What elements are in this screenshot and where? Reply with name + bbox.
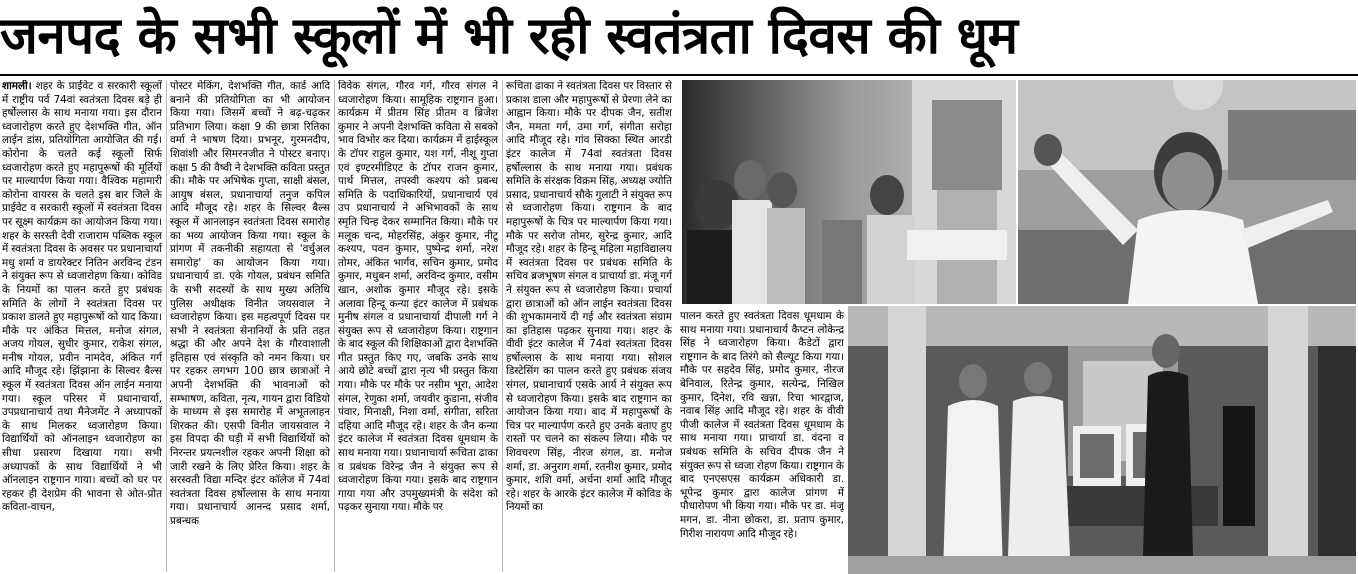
article-column-1	[2, 80, 162, 574]
article-column-4	[506, 80, 672, 574]
column-text: विवेक संगल, गौरव गर्ग, गौरव संगल ने ध्वजारोहण किया। सामूहिक राष्ट्रगान हुआ। कार्यक्रम में प्रीतम सिंह प्रीतम व ब्रिजेश कुमार ने अपनी देशभक्ति कविता से सबको भाव विभोर कर दिया। कार्यक्रम में हाईस्कूल के टॉपर राहुल कुमार, यश गर्ग, नीशू गुप्ता एवं इण्टरमीडिएट के टॉपर राजन कुमार, पार्थ मित्तल, तपस्वी कश्यप को प्रबन्ध समिति के पदाधिकारियों, प्रधानाचार्य एवं उप प्रधानाचार्य ने अभिभावकों के साथ स्मृति चिन्ह देकर सम्मानित किया। मौके पर मलूक चन्द, मोहरसिंह, अंकुर कुमार, नीटू कश्यप, पवन कुमार, पुष्पेन्द्र शर्मा, नरेश तोमर, अंकित भार्गव, सचिन कुमार, प्रमोद कुमार, मधुबन शर्मा, अरविन्द कुमार, वसीम खान, अशोक कुमार मौजूद रहे। इसके अलावा हिन्दू कन्या इंटर कालेज में प्रबंधक मुनीष संगल व प्रधानाचार्या दीपाली गर्ग ने संयुक्त रूप से ध्वजारोहण किया। राष्ट्रगान के बाद स्कूल की शिक्षिकाओं द्वारा देशभक्ति गीत प्रस्तुत किए गए, जबकि उनके साथ आये छोटे बच्चों द्वारा नृत्य भी प्रस्तुत किया गया। मौके पर मौके पर नसीम भूरा, आदेश संगल, रेणुका शर्मा, जयवीर कुडाना, संजीव पंवार, मिनाक्षी, निशा वर्मा, संगीता, सरिता दहिया आदि मौजूद रहे। शहर के जैन कन्या इंटर कालेज में स्वतंत्रता दिवस धूमधाम के साथ मनाया गया। प्रधानाचार्या रूचिता ढाका व प्रबंधक विरेन्द्र जैन ने संयुक्त रूप से ध्वजारोहण किया गया। इसके बाद राष्ट्रगान गाया गया और उपमुख्यमंत्री के संदेश को पढ़कर सुनाया गया। मौके पर	[338, 80, 498, 514]
headline-rule	[0, 74, 1358, 76]
photo-flag-ceremony-group	[682, 80, 1016, 304]
column-text: पोस्टर मेकिंग, देशभक्ति गीत, कार्ड आदि बनाने की प्रतियोगिता का भी आयोजन किया गया। जिसमें बच्चों ने बढ़-चढ़कर प्रतिभाग लिया। कक्षा 9 की छात्रा रितिका वर्मा ने भाषण दिया। प्रभनूर, गुरमनदीप, शिवांशी और सिमरनजीत ने पोस्टर बनाए। कक्षा 5 की वैष्वी ने देशभक्ति कविता प्रस्तुत की। मौके पर अभिषेक गुप्ता, साक्षी बंसल, आयुष बंसल, प्रधानाचार्या तनुज कपिल आदि मौजूद रहे। शहर के सिल्वर बैल्स स्कूल में आनलाइन स्वतंत्रता दिवस समारोह का भव्य आयोजन किया गया। स्कूल के प्रांगण में तकनीकी सहायता से 'वर्चुअल समारोह' का आयोजन किया गया। प्रधानाचार्य डा. एके गोयल, प्रबंधन समिति के सभी सदस्यों के साथ मुख्य अतिथि पुलिस अधीक्षक विनीत जयसवाल ने ध्वजारोहण किया। इस महत्वपूर्ण दिवस पर सभी ने स्वतंत्रता सेनानियों के प्रति तहत श्रद्धा की और अपने देश के गौरवाशाली इतिहास एवं संस्कृति को नमन किया। घर पर रहकर लगभग 100 छात्र छात्राओं ने अपनी देशभक्ति की भावनाओं को सम्भाषण, कविता, नृत्य, गायन द्वारा विडियो के माध्यम से इस समारोह में अभूतलाहन शिरकत की। एसपी विनीत जायसवाल ने इस विपदा की घड़ी में सभी विद्यार्थियों को निरन्तर प्रयत्नशील रहकर अपनी शिक्षा को जारी रखने के लिए प्रेरित किया। शहर के सरस्वती विद्या मन्दिर इंटर कॉलेज में 74वां स्वतंत्रता दिवस हर्षोल्लास के साथ मनाया गया। प्रधानाचार्य आनन्द प्रसाद शर्मा, प्रबन्धक	[170, 80, 330, 527]
column-divider	[502, 80, 503, 572]
article-column-3	[338, 80, 498, 574]
article-column-5	[680, 310, 844, 574]
column-text: रूचिता ढाका ने स्वतंत्रता दिवस पर विस्तार से प्रकाश डाला और महापुरूषों से प्रेरणा लेने का आह्वान किया। मौके पर दीपक जैन, सतीश जैन, ममता गर्ग, उमा गर्ग, संगीता सरोहा आदि मौजूद रहे। गांव सिक्का स्थित आरडी इंटर कालेज में 74वां स्वतंत्रता दिवस हर्षोल्लास के साथ मनाया गया। प्रबंधक समिति के संरक्षक विक्रम सिंह, अध्यक्ष ज्योति प्रसाद, प्रधानाचार्य सौके गुलाटी ने संयुक्त रूप से ध्वजारोहण किया। राष्ट्रगान के बाद महापुरूषों के चित्र पर माल्यार्पण किया गया। मौके पर सरोज तोमर, सुरेन्द्र कुमार, आदि मौजूद रहे। शहर के हिन्दू महिला महाविद्यालय में स्वतंत्रता दिवस पर प्रबंधक समिति के सचिव ब्रजभूषण संगल व प्राचार्या डा. मंजू गर्ग ने संयुक्त रूप से ध्वजारोहण किया। प्रचार्या द्वारा छात्राओं को ऑन लाईन स्वतंत्रता दिवस की शुभकामनायें दी गई और स्वतंत्रता संग्राम का इतिहास पढ़कर सुनाया गया। शहर के वीवी इंटर कालेज में 74वां स्वतंत्रता दिवस हर्षोल्लास के साथ मनाया गया। सोशल डिस्टेसिंग का पालन करते हुए प्रबंधक संजय संगल, प्रधानाचार्य एसके आर्य ने संयुक्त रूप से ध्वजारोहण किया। इसके बाद राष्ट्रगान का आयोजन किया गया। बाद में महापुरूषों के चित्र पर माल्यार्पण करते हुए उनके बताए हुए रास्तों पर चलने का संकल्प लिया। मौके पर शिवचरण सिंह, नीरज संगल, डा. मनोज शर्मा, डा. अनुराग शर्मा, रतनीश कुमार, प्रमोद कुमार, शशि वर्मा, अर्चना शर्मा आदि मौजूद रहे। शहर के आरके इंटर कालेज में कोविड के नियमों का	[506, 80, 672, 514]
article-column-2	[170, 80, 330, 574]
photo-child-speech	[1018, 80, 1356, 304]
column-text: पालन करते हुए स्वतंत्रता दिवस धूमधाम के साथ मनाया गया। प्रधानाचार्य कैप्टन लोकेन्द्र सिंह ने ध्वजारोहण किया। कैडेटों द्वारा राष्ट्रगान के बाद तिरंगे को सैल्यूट किया गया। मौके पर सहदेव सिंह, प्रमोद कुमार, नीरज बेनिवाल, रितेन्द्र कुमार, सत्येन्द्र, निखिल कुमार, दिनेश, रवि खन्ना, रिचा भारद्वाज, नवाब सिंह आदि मौजूद रहे। शहर के वीवी पीजी कालेज में स्वतंत्रता दिवस धूमधाम के साथ मनाया गया। प्राचार्या डा. वंदना व प्रबंधक समिति के सचिव दीपक जैन ने संयुक्त रूप से ध्वजा रोहण किया। राष्ट्रगान के बाद एनएसएस कार्यक्रम अधिकारी डा. भूपेन्द्र कुमार द्वारा कालेज प्रांगण में पौधारोपण भी किया गया। मौके पर डा. मंजू मगन, डा. नीना छोकरा, डा. प्रताप कुमार, गिरीश नारायण आदि मौजूद रहे।	[680, 310, 844, 540]
dateline: शामली।	[2, 80, 32, 92]
column-text: शहर के प्राईवेट व सरकारी स्कूलों में राष्ट्रीय पर्व 74वां स्वतंत्रता दिवस बड़े ही हर्षोल्लास के साथ मनाया गया। इस दौरान ध्वजारोहण करते हुए देशभक्ति गीत, ऑन लाईन डांस, प्रतियोगिता आयोजित की गई। कोरोना के चलते कई स्कूलों सिर्फ ध्वजारोहण करते हुए महापुरूषों की मूर्तियों पर माल्यार्पण किया गया। वैश्विक महामारी कोरोना वायरस के चलते इस बार जिले के प्राईवेट व सरकारी स्कूलों में स्वतंत्रता दिवस पर सूक्ष्म कार्यक्रम का आयोजन किया गया। शहर के सरस्ती देवी राजाराम पब्लिक स्कूल में स्वतंत्रता दिवस के अवसर पर प्रधानाचार्या मधु शर्मा व डायरेक्टर नितिन अरविन्द टंडन ने संयुक्त रूप से ध्वजारोहण किया। कोविड के नियमों का पालन करते हुए प्रबंधक समिति के लोगों ने स्वतंत्रता दिवस पर प्रकाश डालते हुए महापुरूषों को याद किया। मौके पर अंकित मित्तल, मनोज संगल, अजय गोयल, सुधीर कुमार, राकेश संगल, मनीष गोयल, प्रवीन नामदेव, अंकित गर्ग आदि मौजूद रहे। झिंझाना के सिल्वर बैल्स स्कूल में स्वतंत्रता दिवस ऑन लाईन मनाया गया। स्कूल परिसर में प्रधानाचार्या, उपप्रधानाचार्य तथा मैनेजमेंट ने अध्यापकों के साथ मिलकर ध्वजारोहण किया। विद्यार्थियों को ऑनलाइन ध्वजारोहण का सीधा प्रसारण दिखाया गया। सभी अध्यापकों के साथ विद्यार्थियों ने भी ऑनलाइन राष्ट्रगान गाया। बच्चों को घर पर रहकर ही देशप्रेम की भावना से ओत-प्रोत कविता-वाचन,	[2, 80, 162, 514]
headline: जनपद के सभी स्कूलों में भी रही स्वतंत्रता दिवस की धूम	[0, 7, 1018, 66]
photo-tribute-portraits	[848, 306, 1356, 574]
column-divider	[166, 80, 167, 572]
column-divider	[334, 80, 335, 572]
